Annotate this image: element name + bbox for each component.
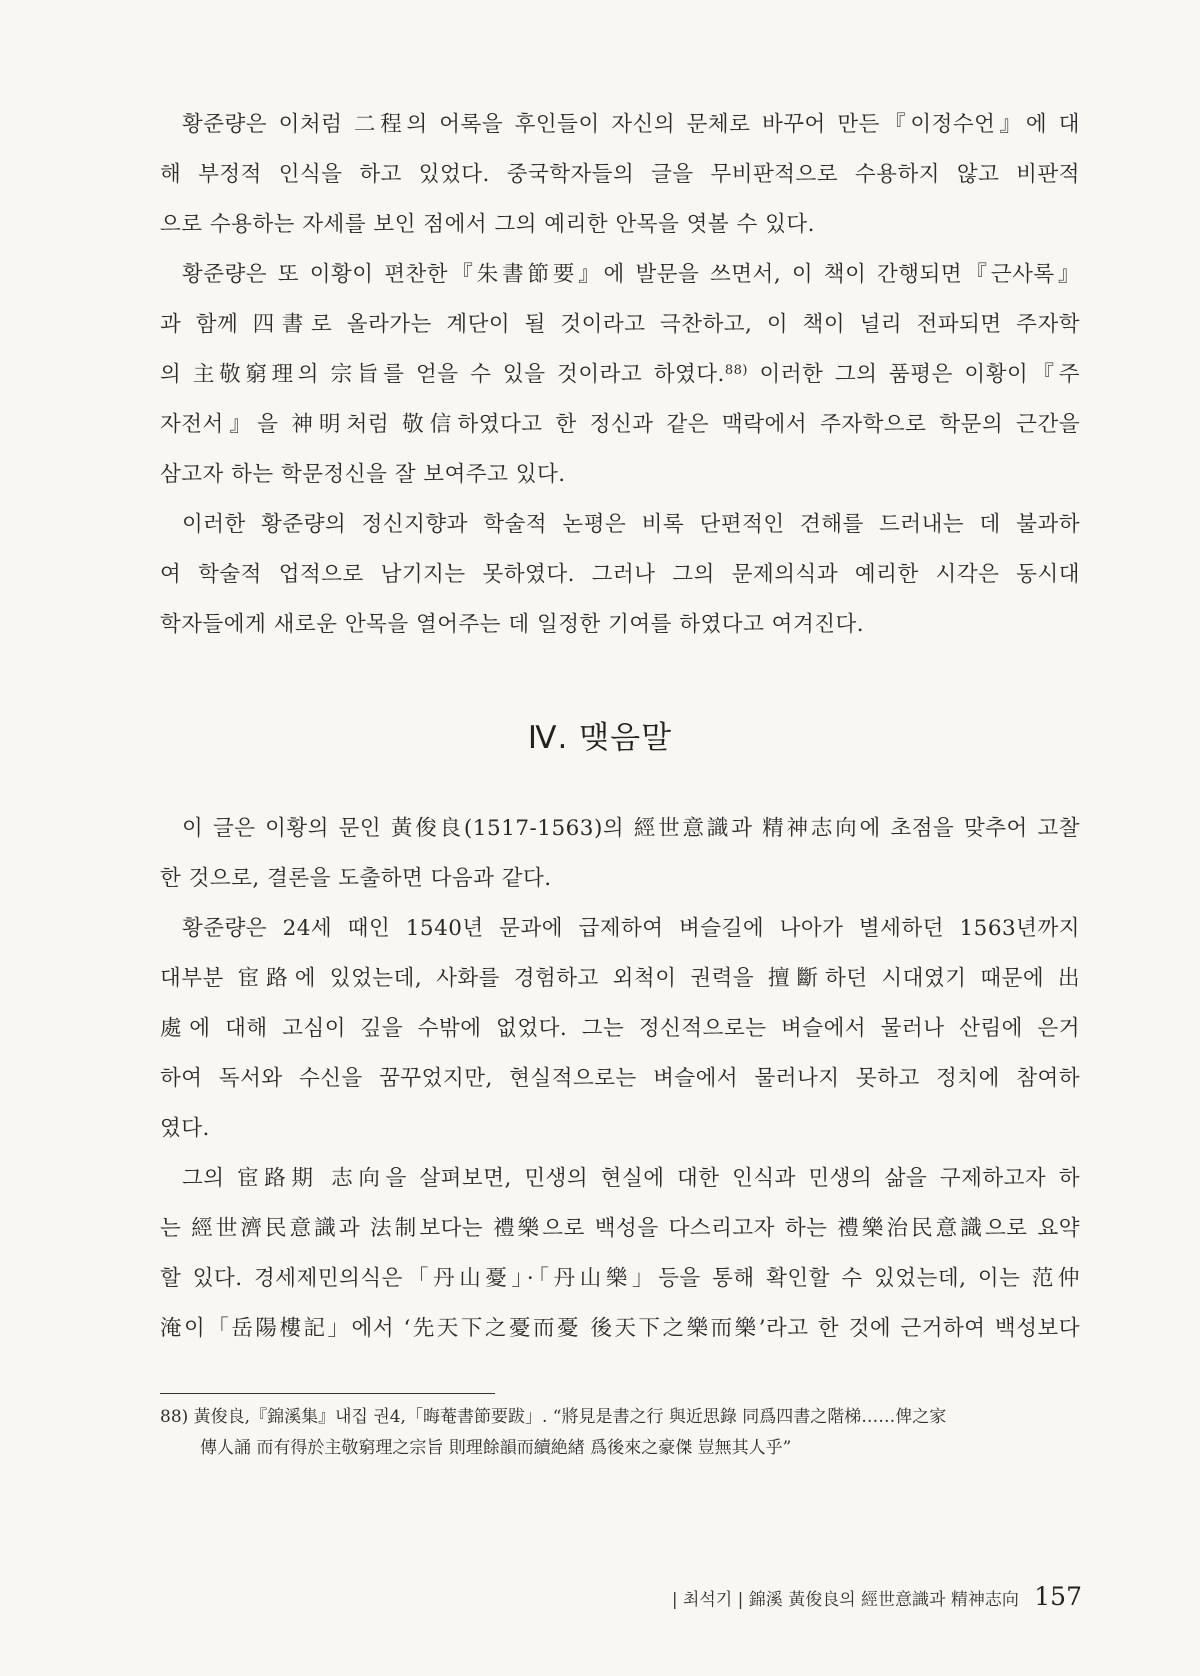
text-line: 한 것으로, 결론을 도출하면 다음과 같다.	[160, 866, 552, 891]
text-line: 이 글은 이황의 문인 黃俊良(1517-1563)의 經世意識과 精神志向에 초점을 맞추어 고찰	[182, 816, 1080, 841]
text-line: 는 經世濟民意識과 法制보다는 禮樂으로 백성을 다스리고자 하는 禮樂治民意識으로 요약	[160, 1216, 1080, 1241]
running-title: | 최석기 | 錦溪 黃俊良의 經世意識과 精神志向	[671, 1590, 1019, 1610]
text-segment: 의 主敬窮理의 宗旨를 얻을 수 있을 것이라고 하였다.	[160, 362, 725, 387]
footnote-divider	[160, 1393, 495, 1394]
running-footer	[672, 1582, 1082, 1611]
text-line: 淹이「岳陽樓記」에서 ‘先天下之憂而憂 後天下之樂而樂’라고 한 것에 근거하여 백성보다	[160, 1316, 1080, 1341]
footnote-line: 傳人誦 而有得於主敬窮理之宗旨 則理餘韻而續絶緖 爲後來之豪傑 豈無其人乎”	[200, 1438, 792, 1458]
text-segment: 이러한 그의 품평은 이황이『주	[747, 362, 1080, 387]
text-line: 과 함께 四書로 올라가는 계단이 될 것이라고 극찬하고, 이 책이 널리 전파되면 주자학	[160, 312, 1080, 337]
text-line: 處에 대해 고심이 깊을 수밖에 없었다. 그는 정신적으로는 벼슬에서 물러나 산림에 은거	[160, 1016, 1080, 1041]
text-line: 대부분 宦路에 있었는데, 사화를 경험하고 외척이 권력을 擅斷하던 시대였기 때문에 出	[160, 966, 1080, 991]
text-line: 여 학술적 업적으로 남기지는 못하였다. 그러나 그의 문제의식과 예리한 시각은 동시대	[160, 562, 1080, 587]
text-line: 이러한 황준량의 정신지향과 학술적 논평은 비록 단편적인 견해를 드러내는 데 불과하	[182, 512, 1080, 537]
text-line: 하여 독서와 수신을 꿈꾸었지만, 현실적으로는 벼슬에서 물러나지 못하고 정치에 참여하	[160, 1066, 1080, 1091]
footnote-reference: 88)	[724, 363, 748, 378]
text-line: 삼고자 하는 학문정신을 잘 보여주고 있다.	[160, 462, 566, 487]
text-line: 그의 宦路期 志向을 살펴보면, 민생의 현실에 대한 인식과 민생의 삶을 구제하고자 하	[182, 1166, 1080, 1191]
text-line: 였다.	[160, 1116, 210, 1141]
text-line-with-footnote	[160, 350, 1080, 400]
section-heading: Ⅳ. 맺음말	[527, 720, 673, 756]
text-line: 할 있다. 경세제민의식은「丹山憂」·「丹山樂」등을 통해 확인할 수 있었는데, 이는 范仲	[160, 1266, 1080, 1291]
footnote	[160, 1402, 1090, 1464]
text-line: 자전서』을 神明처럼 敬信하였다고 한 정신과 같은 맥락에서 주자학으로 학문의 근간을	[160, 412, 1080, 437]
body-section-1	[160, 100, 1080, 650]
text-line: 해 부정적 인식을 하고 있었다. 중국학자들의 글을 무비판적으로 수용하지 않고 비판적	[160, 162, 1080, 187]
footnote-line: 88) 黃俊良,『錦溪集』내집 권4,「晦菴書節要跋」. “將見是書之行 與近思錄 同爲四書之階梯……俾之家	[160, 1407, 947, 1427]
body-section-2	[160, 804, 1080, 1354]
page-number: 157	[1034, 1582, 1082, 1611]
text-line: 학자들에게 새로운 안목을 열어주는 데 일정한 기여를 하였다고 여겨진다.	[160, 612, 865, 637]
text-line: 황준량은 또 이황이 편찬한『朱書節要』에 발문을 쓰면서, 이 책이 간행되면『근사록』	[182, 262, 1080, 287]
text-line: 황준량은 이처럼 二程의 어록을 후인들이 자신의 문체로 바꾸어 만든『이정수언』에 대	[182, 112, 1080, 137]
text-line: 황준량은 24세 때인 1540년 문과에 급제하여 벼슬길에 나아가 별세하던 1563년까지	[182, 916, 1080, 941]
text-line: 으로 수용하는 자세를 보인 점에서 그의 예리한 안목을 엿볼 수 있다.	[160, 212, 815, 237]
